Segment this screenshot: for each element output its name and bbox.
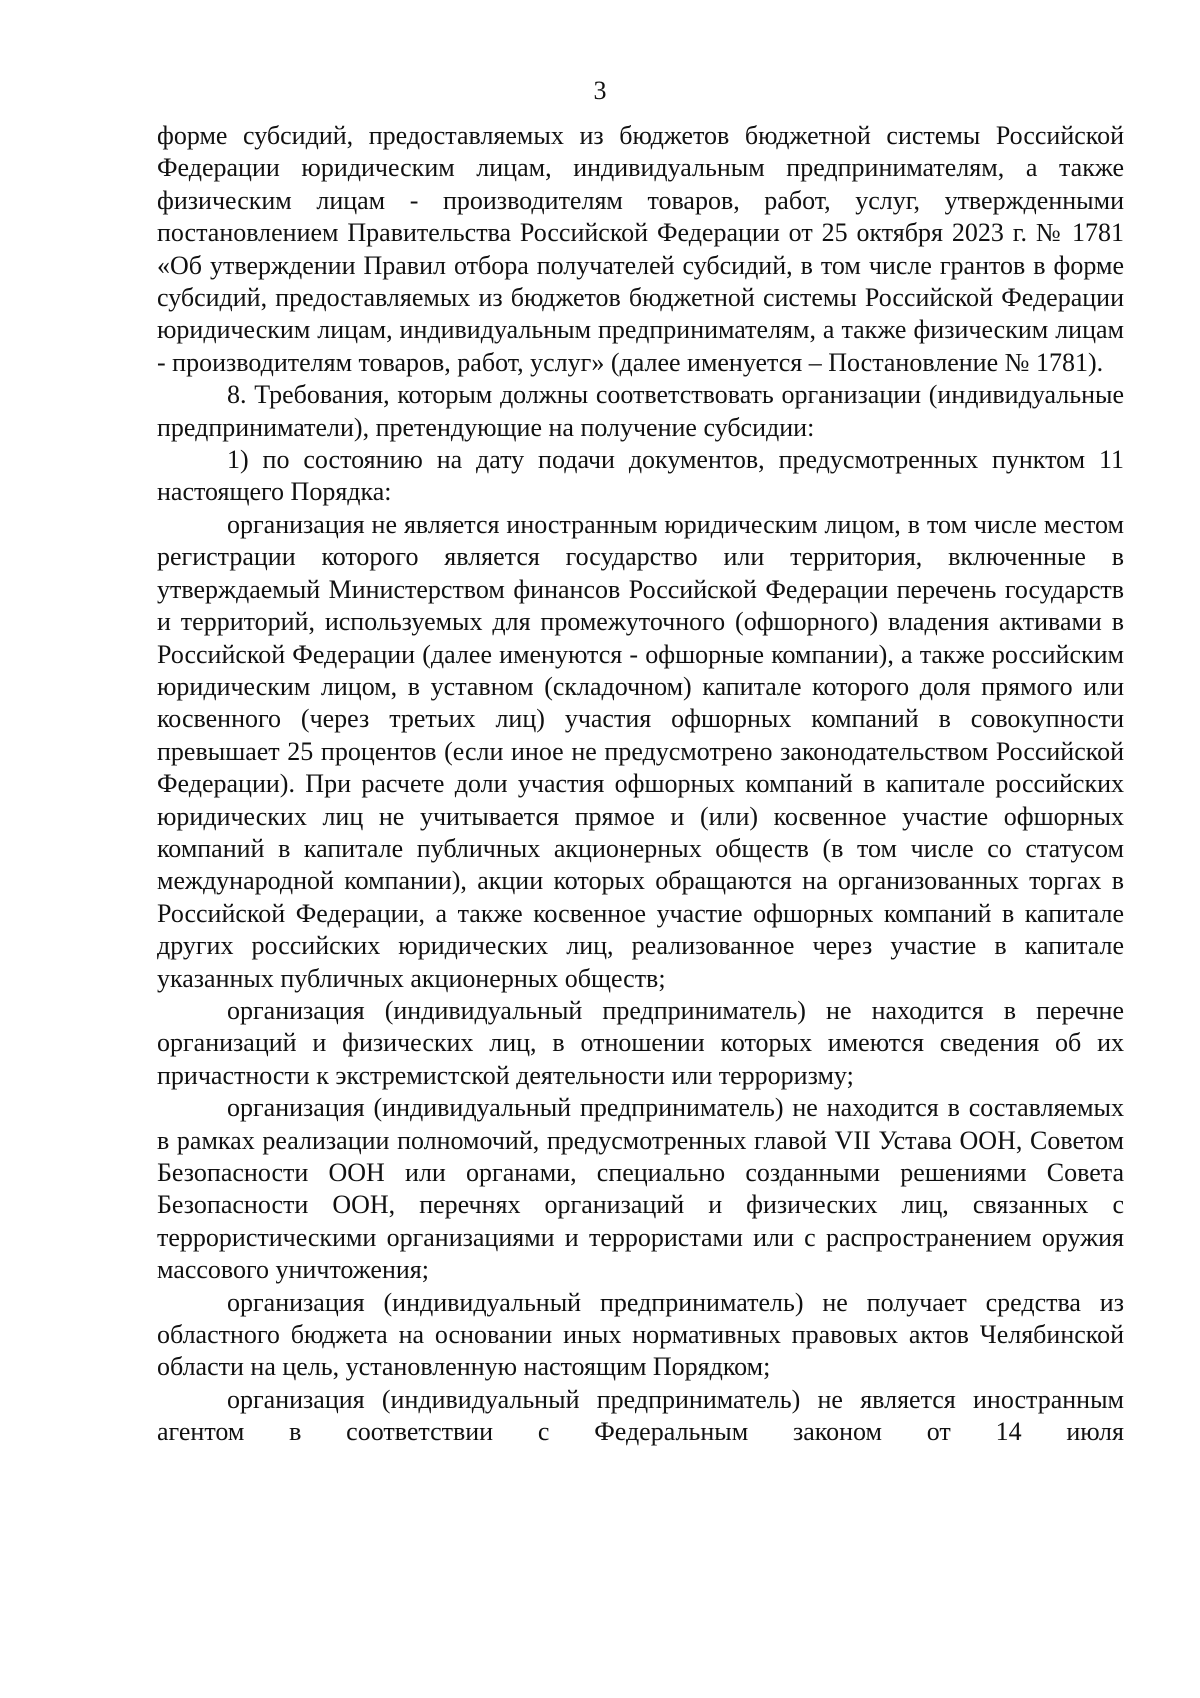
paragraph-budget-requirement: организация (индивидуальный предприниматель) не получает средства из областного бюджета на основании иных нормативных правовых актов Челябинской области на цель, установленную настоящим Порядком; [157, 1287, 1124, 1382]
page-number: 3 [593, 76, 607, 105]
paragraph-subitem-1: 1) по состоянию на дату подачи документов, предусмотренных пунктом 11 настоящего Порядка: [157, 445, 1124, 507]
paragraph-un-lists-requirement: организация (индивидуальный предприниматель) не находится в составляемых в рамках реализации полномочий, предусмотренных главой VII Устава ООН, Советом Безопасности ООН или органами, специально созданными решениями Совета Безопасности ООН, перечнях организаций и физических лиц, связанных с террористическими организациями и террористами или с распространением оружия массового уничтожения; [157, 1093, 1124, 1285]
paragraph-item-8: 8. Требования, которым должны соответствовать организации (индивидуальные предприниматели), претендующие на получение субсидии: [157, 380, 1124, 442]
paragraph-foreign-agent-requirement: организация (индивидуальный предприниматель) не является иностранным агентом в соответствии с Федеральным законом от 14 июля [157, 1384, 1124, 1447]
paragraph-extremism-requirement: организация (индивидуальный предприниматель) не находится в перечне организаций и физических лиц, в отношении которых имеются сведения об их причастности к экстремистской деятельности или терроризму; [157, 995, 1124, 1090]
document-body [157, 120, 1124, 1449]
paragraph-offshore-requirement: организация не является иностранным юридическим лицом, в том числе местом регистрации которого является государство или территория, включенные в утверждаемый Министерством финансов Российской Федерации перечень государств и территорий, используемых для промежуточного (офшорного) владения активами в Российской Федерации (далее именуются - офшорные компании), а также российским юридическим лицом, в уставном (складочном) капитале которого доля прямого или косвенного (через третьих лиц) участия офшорных компаний в совокупности превышает 25 процентов (если иное не предусмотрено законодательством Российской Федерации). При расчете доли участия офшорных компаний в капитале российских юридических лиц не учитывается прямое и (или) косвенное участие офшорных компаний в капитале публичных акционерных обществ (в том числе со статусом международной компании), акции которых обращаются на организованных торгах в Российской Федерации, а также косвенное участие офшорных компаний в капитале других российских юридических лиц, реализованное через участие в капитале указанных публичных акционерных обществ; [157, 509, 1124, 993]
paragraph-continuation: форме субсидий, предоставляемых из бюджетов бюджетной системы Российской Федерации юридическим лицам, индивидуальным предпринимателям, а также физическим лицам - производителям товаров, работ, услуг, утвержденными постановлением Правительства Российской Федерации от 25 октября 2023 г. № 1781 «Об утверждении Правил отбора получателей субсидий, в том числе грантов в форме субсидий, предоставляемых из бюджетов бюджетной системы Российской Федерации юридическим лицам, индивидуальным предпринимателям, а также физическим лицам - производителям товаров, работ, услуг» (далее именуется – Постановление № 1781). [157, 121, 1124, 377]
